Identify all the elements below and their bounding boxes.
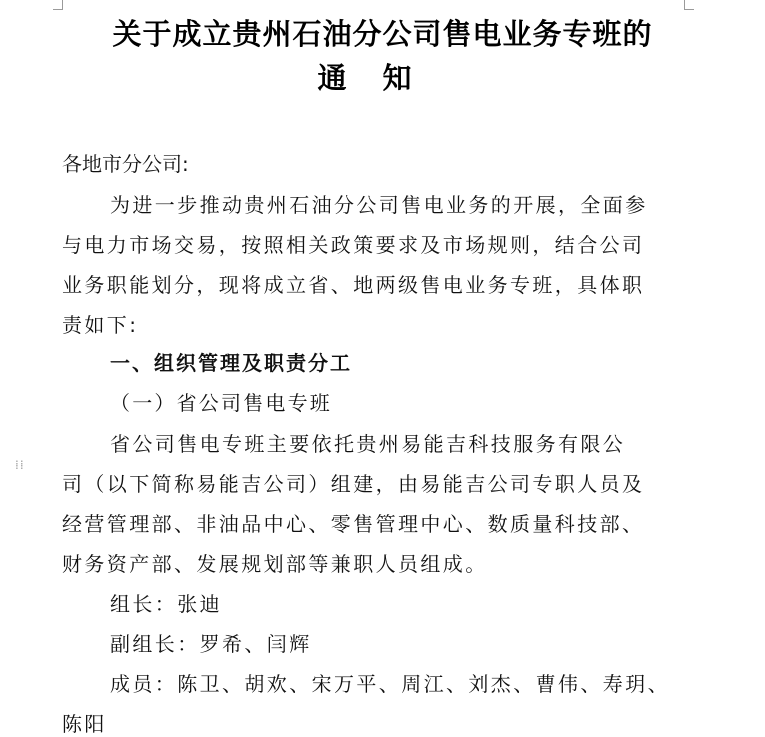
intro-line-2: 与电力市场交易，按照相关政策要求及市场规则，结合公司 (62, 233, 645, 257)
deputy-leader: 副组长：罗希、闫辉 (110, 632, 312, 656)
drag-handle-icon[interactable]: ⁞⁞ (15, 458, 25, 472)
intro-line-3: 业务职能划分，现将成立省、地两级售电业务专班，具体职 (62, 273, 645, 297)
subsection-paragraph-line-3: 经营管理部、非油品中心、零售管理中心、数质量科技部、 (62, 512, 645, 536)
subsection-heading-1: （一）省公司售电专班 (110, 391, 332, 415)
intro-line-4: 责如下: (62, 313, 139, 337)
page-corner-mark-left (53, 0, 63, 10)
salutation: 各地市分公司: (62, 152, 189, 176)
section-heading-1: 一、组织管理及职责分工 (110, 351, 352, 375)
team-leader: 组长：张迪 (110, 592, 222, 616)
document-title-line-1: 关于成立贵州石油分公司售电业务专班的 (112, 17, 653, 51)
subsection-paragraph-line-2: 司（以下简称易能吉公司）组建，由易能吉公司专职人员及 (62, 472, 645, 496)
document-title-line-2: 通知 (317, 61, 448, 95)
page-corner-mark-right (684, 0, 694, 10)
members-line-2: 陈阳 (62, 712, 107, 736)
subsection-paragraph-line-1: 省公司售电专班主要依托贵州易能吉科技服务有限公 (110, 432, 626, 456)
intro-line-1: 为进一步推动贵州石油分公司售电业务的开展，全面参 (110, 193, 648, 217)
members-line-1: 成员：陈卫、胡欢、宋万平、周江、刘杰、曹伟、寿玥、 (110, 672, 670, 696)
subsection-paragraph-line-4: 财务资产部、发展规划部等兼职人员组成。 (62, 552, 488, 576)
